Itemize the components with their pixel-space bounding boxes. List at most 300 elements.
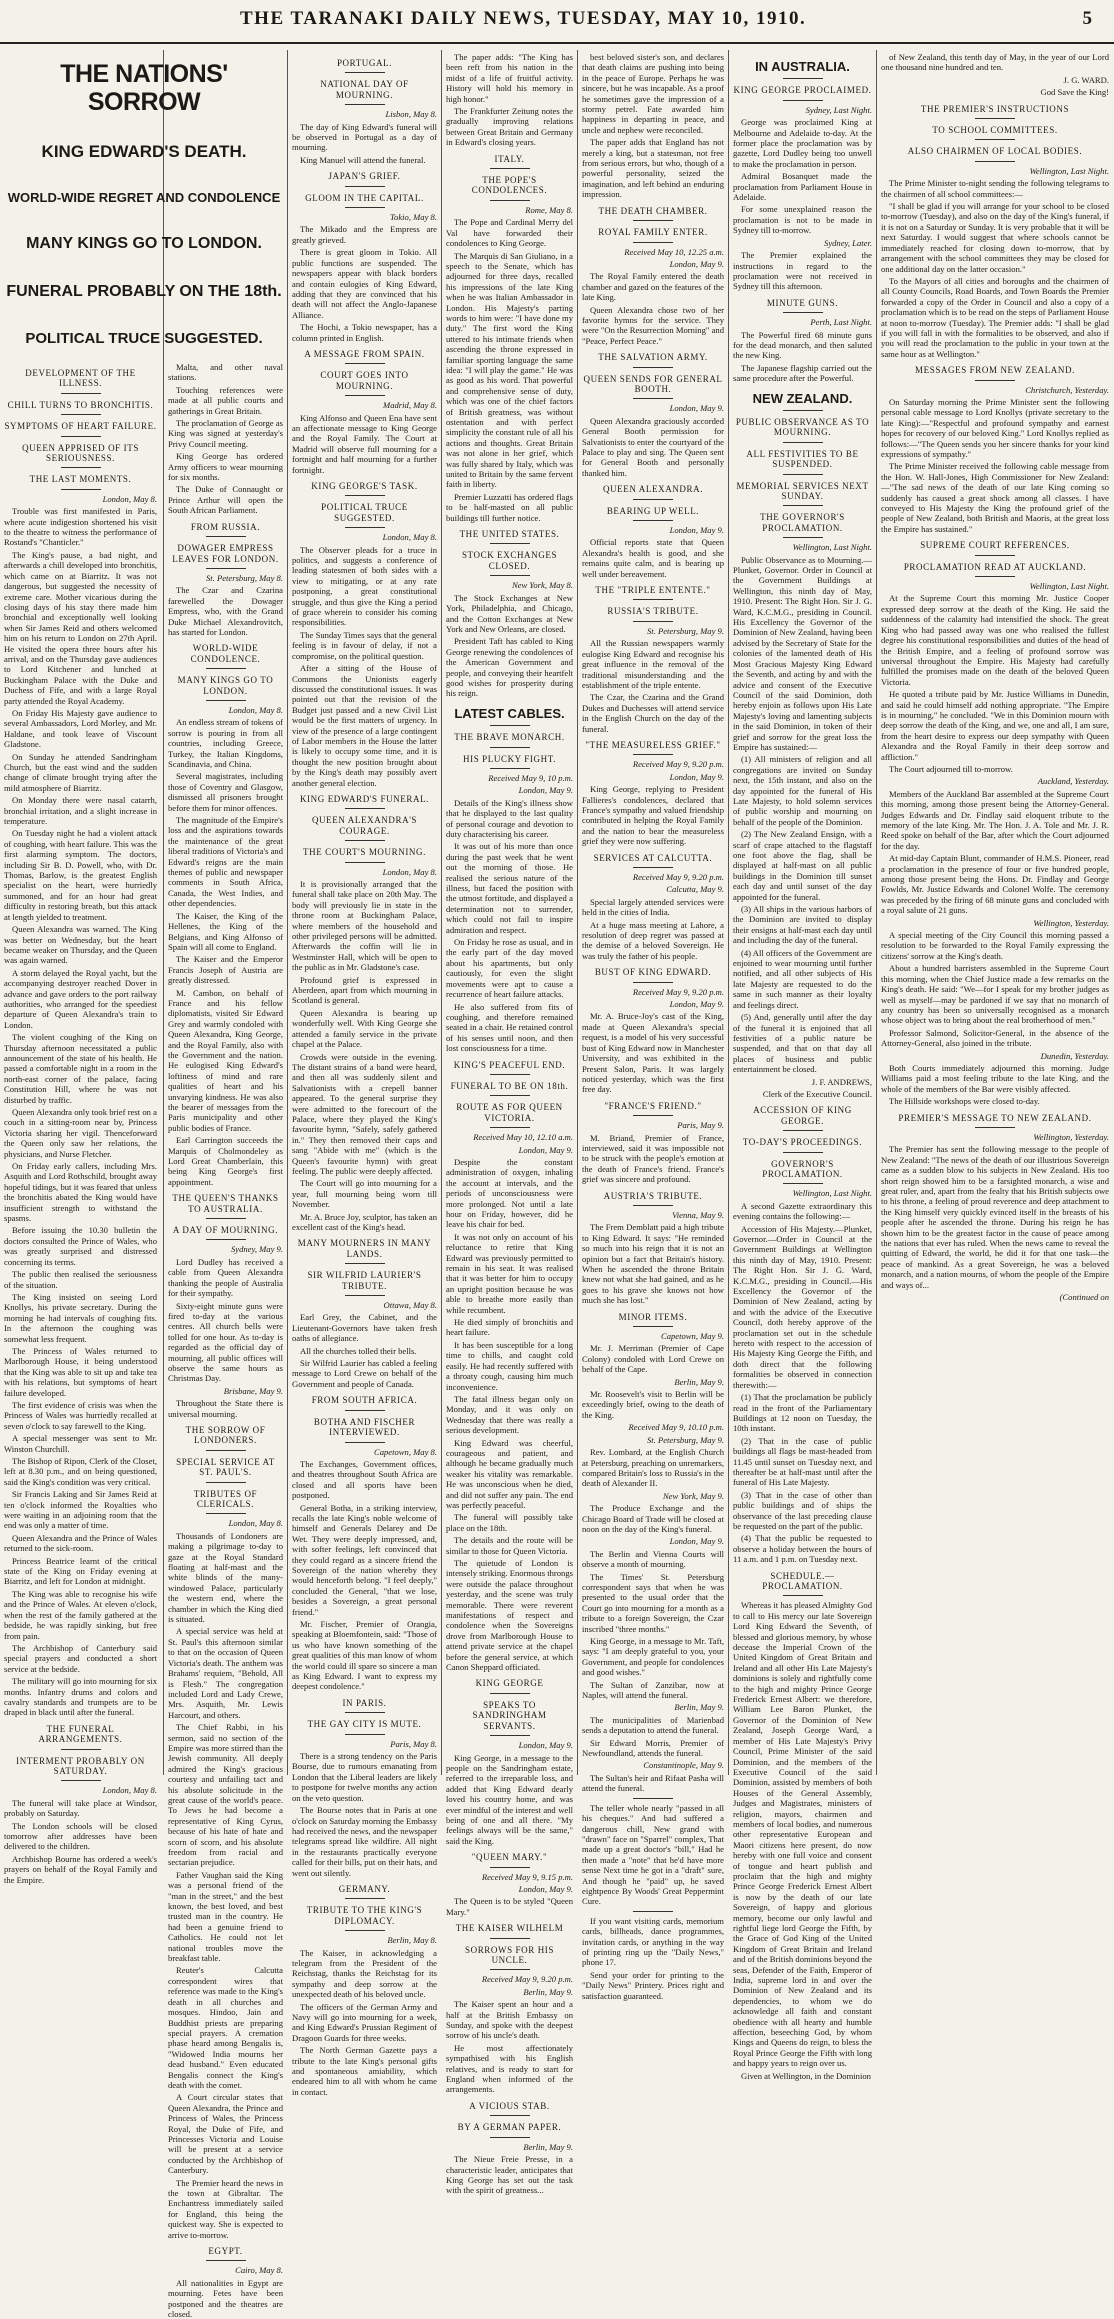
subhead: "THE MEASURELESS GRIEF." [585, 739, 721, 750]
paragraph: Earl Grey, the Cabinet, and the Lieutenant-Governors have taken fresh oaths of allegiance. [292, 1312, 437, 1344]
dateline: London, May 9. [669, 525, 724, 536]
paragraph: Rev. Lombard, at the English Church at Petersburg, preaching on unremarkers, compared Britain's loss to Russia's in the death of Alexander II. [582, 1447, 724, 1489]
paragraph: Several magistrates, including those of Coventry and Glasgow, dismissed all prisoners brought before them for minor offences. [168, 771, 283, 813]
paragraph: Queen Alexandra only took brief rest on a couch in a sitting-room near by, Princess Victoria sharing her vigil. Thenceforward the Queen only saw her relations, the physicians, and Nurse Fletcher. [4, 1107, 157, 1159]
paragraph: All the Russian newspapers warmly eulogise King Edward and recognise his great influence in the removal of the traditional misunderstanding and the establishment of the triple entente. [582, 638, 724, 690]
paragraph: On Saturday morning the Prime Minister sent the following personal cable message to Lord Knollys (private secretary to the late King):—"Respectful and profound sympathy and earnest hopes for recovery of our beloved King." Lord Knollys replied as follows:—"The Queen sends you her sincere thanks for your kind expressions of sympathy." [881, 396, 1109, 459]
paragraph: Public Observance as to Mourning.—Plunket, Governor. Order in Council at the Government Buildings at Wellington, this ninth day of May, 1910. Present: The Right Hon. Sir J. G. Ward, K.C.M.G., presiding in Council. His Excellency the Governor of the Dominion of New Zealand, having been advised by the Secretary of State for the colonies of the lamented death of His Most Gracious Majesty King Edward the Seventh, and acting by and with the advice and consent of the Executive Council of the said Dominion, doth hereby enjoin as follows upon His Late Majesty's loving and lamenting subjects in the said Dominion, in token of their grief and sorrow for the great loss the Empire has sustained:— [733, 554, 872, 752]
column-1 [4, 362, 157, 1885]
paragraph: He died simply of bronchitis and heart failure. [446, 1317, 573, 1338]
dateline: Received May 10, 12.25 a.m. [624, 246, 724, 257]
subhead: ALL FESTIVITIES TO BE SUSPENDED. [746, 448, 859, 470]
dateline: London, May 8. [382, 532, 437, 543]
paragraph: (4) All officers of the Government are enjoined to wear mourning until further notified, and all other subjects of His late Majesty are requested to do the same in such manner as their loyalty and feelings direct. [733, 947, 872, 1010]
dateline: London, May 9. [518, 1740, 573, 1751]
paragraph: The Produce Exchange and the Chicago Board of Trade will be closed at noon on the day of the King's funeral. [582, 1503, 724, 1534]
signature: J. F. ANDREWS, [811, 1076, 872, 1087]
paragraph: The Premier heard the news in the town at Gibraltar. The Enchantress immediately sailed for England, this being the quickest way. She is expected to arrive to-morrow. [168, 2177, 283, 2240]
subhead: NATIONAL DAY OF MOURNING. [320, 79, 409, 100]
subhead: GERMANY. [338, 1883, 391, 1894]
paragraph: An endless stream of tokens of sorrow is pouring in from all countries, including Greece, Turkey, the Italian Kingdoms, Scandinavia, and China. [168, 717, 283, 769]
paragraph: To the Mayors of all cities and boroughs and the chairmen of all County Councils, Road Boards, and Town Boards the Premier forwarded a copy of the Order in Council and also a copy of a proclamation which is to be read on the steps of Parliament House at noon to-morrow (Tuesday). The Premier adds: "I shall be glad if you will fall in with the formalities to be observed, and also if you will read the proclamation to the public in your town at the same hour as at Wellington." [881, 275, 1109, 359]
paragraph: King George, in a message to the people on the Sandringham estate, referred to the irreparable loss, and added that King Edward dearly loved his country home, and was ever mindful of the interest and well being of one and all there. "My feelings always will be the same," said the King. [446, 1752, 573, 1846]
paragraph: There is a strong tendency on the Paris Bourse, due to rumours emanating from London that the Liberal leaders are likely to postpone for twelve months any action on the veto question. [292, 1751, 437, 1803]
paragraph: The Czar, the Czarina and the Grand Dukes and Duchesses will attend service in the English Church on the day of the funeral. [582, 692, 724, 734]
paragraph: Mr. Fischer, Premier of Orangia, speaking at Bloemfontein, said: "Those of us who have known something of the great qualities of this man know of whom the world could ill spare so sincere a man as King Edward. I want to express my deepest condolence." [292, 1619, 437, 1692]
dateline: Received May 9, 10 p.m. [488, 772, 573, 783]
paragraph: King George has ordered Army officers to wear mourning for six months. [168, 451, 283, 483]
paragraph: The King was able to recognise his wife and the Prince of Wales. At eleven o'clock, when the rest of the family gathered at the bedside, he was rapidly sinking, but free from pain. [4, 1588, 157, 1641]
column-rule [728, 50, 729, 1775]
subhead: MANY MOURNERS IN MANY LANDS. [297, 1238, 432, 1259]
banner-block [4, 52, 284, 392]
paragraph: The Mikado and the Empress are greatly grieved. [292, 224, 437, 245]
headline-main: THE NATIONS' SORROW [60, 60, 228, 116]
dateline: London, May 9. [669, 258, 724, 269]
subhead: KING GEORGE'S TASK. [311, 481, 418, 491]
subhead: A VICIOUS STAB. [469, 2100, 550, 2111]
paragraph: Sir Wilfrid Laurier has cabled a feeling message to Lord Crewe on behalf of the Government and people of Canada. [292, 1358, 437, 1389]
subhead: INTERMENT PROBABLY ON SATURDAY. [16, 1755, 145, 1776]
dateline: London, May 9. [669, 999, 724, 1010]
continued-note: (Continued on [1059, 1292, 1109, 1303]
paragraph: The paper adds that England has not merely a king, but a statesman, not free from serious errors, but who, though of a powerful personality, seized the imagination, and left behind an enduring impression. [582, 137, 724, 200]
subhead: SYMPTOMS OF HEART FAILURE. [4, 421, 157, 432]
subhead: POLITICAL TRUCE SUGGESTED. [321, 502, 408, 523]
paragraph: President Taft has cabled to King George renewing the condolences of the American Government and people, and conveying their heartfelt good wishes for prosperity during his reign. [446, 636, 573, 699]
paragraph: Archbishop Bourne has ordered a week's prayers on behalf of the Royal Family and the Empire. [4, 1853, 157, 1885]
subhead: TRIBUTES OF CLERICALS. [193, 1488, 258, 1509]
dateline: Tokio, May 8. [390, 212, 437, 223]
dateline: Received May 9, 9.20 p.m. [632, 872, 724, 882]
subhead: GLOOM IN THE CAPITAL. [305, 192, 424, 203]
subhead: THE COURT'S MOURNING. [303, 847, 426, 858]
paragraph: The Bishop of Ripon, Clerk of the Closet, left at 8.30 p.m., and on being questioned, said the King's condition was very critical. [4, 1456, 157, 1487]
paragraph: On Friday early callers, including Mrs. Asquith and Lord Rothschild, brought away hopeful tidings, but it was feared that unless the bronchitis abated the King would have insufficient strength to withstand the spasms. [4, 1161, 157, 1224]
paragraph: Sir Francis Laking and Sir James Reid at ten o'clock informed the Royalties who were waiting in an adjoining room that the end was only a matter of time. [4, 1489, 157, 1531]
paragraph: The Japanese flagship carried out the same procedure after the Powerful. [733, 362, 872, 384]
dateline: Auckland, Yesterday. [1037, 776, 1109, 787]
dateline: London, May 9. [669, 771, 724, 782]
subhead: RUSSIA'S TRIBUTE. [607, 606, 699, 617]
headline-funeral: FUNERAL PROBABLY ON THE 18th. [6, 283, 282, 300]
column-6 [733, 52, 872, 2081]
subhead: PORTUGAL. [336, 58, 393, 68]
subhead: STOCK EXCHANGES CLOSED. [461, 550, 558, 571]
paragraph: On Friday he rose as usual, and in the early part of the day moved about his apartments, but only cautiously, for even the slight movements were apt to cause a recurrence of heart failure attacks. [446, 937, 573, 1000]
paragraph: Malta, and other naval stations. [168, 362, 283, 383]
paragraph: The quietude of London is intensely striking. Enormous throngs were outside the palace throughout yesterday, and the scene was truly memorable. There were reverent manifestations of respect and condolence when the Sovereigns drove from Marlborough House to attend private service at the chapel before the general service, at which Canon Sheppard officiated. [446, 1558, 573, 1673]
headline-kings: MANY KINGS GO TO LONDON. [26, 235, 262, 252]
paragraph: At the Supreme Court this morning Mr. Justice Cooper expressed deep sorrow at the death of the King. He said the suddenness of the calamity had intensified the shock. The great King who had passed away was one who realised the fullest degree his constitutional responsibilities and duties of the head of the British Empire, and a feeling of profound sorrow was universal throughout the Empire. His Majesty had carefully fulfilled the promises made on the death of the beloved Queen Victoria. [881, 593, 1109, 687]
signature: J. G. WARD. [1063, 74, 1109, 85]
paragraph: For some unexplained reason the proclamation is not to be made in Sydney till to-morrow. [733, 204, 872, 236]
dateline: Wellington, Last Night. [1029, 165, 1109, 176]
dateline: Sydney, Last Night. [805, 104, 872, 115]
subhead: THE UNITED STATES. [459, 529, 560, 540]
subhead: SIR WILFRID LAURIER'S TRIBUTE. [307, 1270, 422, 1291]
paragraph: The Kaiser spent an hour and a half at the British Embassy on Sunday, and spoke with the deepest sorrow of his uncle's death. [446, 1999, 573, 2041]
dateline: London, May 8. [102, 1785, 157, 1796]
advert-printing: Send your order for printing to the "Daily News" Printery. Prices right and satisfaction guaranteed. [582, 1969, 724, 2001]
advert-printing: If you want visiting cards, memorium cards, billheads, dance programmes, invitation cards, or anything in the way of printing ring up the "Daily News," phone 17. [582, 1915, 724, 1968]
signature: God Save the King! [1040, 87, 1109, 98]
paragraph: On Monday there were nasal catarrh, bronchial irritation, and a slight increase in temperature. [4, 795, 157, 827]
subhead: ACCESSION OF KING GEORGE. [753, 1105, 852, 1126]
paragraph: The Duke of Connaught or Prince Arthur will open the South African Parliament. [168, 484, 283, 516]
dateline: Wellington, Yesterday. [1033, 917, 1109, 928]
paragraph: The King's pause, a bad night, and afterwards a chill developed into bronchitis, which came on at Biarritz. It was not dangerous, but suggested the necessity of extreme care. Mother vicarious during the closing days of his stay there made him bronchial and exceptionally well looking when Sir James Reid and others welcomed him on his return to London on 27th April. He visited the opera three hours after his arrival, and on the Thursday gave audiences to Lord Kitchener and lunched at Buckingham Palace with the Duke and Duchess of Fife, and with a large Royal party attended the Royal Academy. [4, 549, 157, 706]
headline-regret: WORLD-WIDE REGRET AND CONDOLENCE [7, 190, 281, 205]
dateline: Capetown, May 8. [373, 1446, 437, 1457]
dateline: Wellington, Last Night. [792, 542, 872, 553]
paragraph: A special service was held at St. Paul's this afternoon similar to that on the occasion of Queen Victoria's death. The anthem was Brahams' requiem, "Behold, All is Flesh." The congregation included Lord and Lady Crewe, Mrs. Asquith, Mr. Lewis Harcourt, and others. [168, 1626, 283, 1720]
paragraph: About a hundred barristers assembled in the Supreme Court this morning, when the Chief Justice made a few remarks on the King's death. He said: "We—for I speak for my brother judges as well as myself—may be pardoned if we say that no monarch of any country has been so universally recognised as a monarch whose object was to bring about the real brotherhood of men." [881, 963, 1109, 1026]
paragraph: The Prime Minister received the following cable message from the Hon. W. Hall-Jones, High Commissioner for New Zealand:—"The sad news of the death of our late King coming so suddenly has caused a great shock among all classes. I have conveyed to His Majesty the King the profound grief of the people of New Zealand, both British and Maoris, at the great loss the Empire has sustained." [881, 461, 1109, 534]
paragraph: General Botha, in a striking interview, recalls the late King's noble welcome of himself and Generals Delarey and De Wet. They were deeply impressed, and, with softer feelings, left convinced that they could regard as a sincere friend the Sovereign of the nation whereby they would henceforth belong. "I feel deeply," concluded the General, "that we lose, besides a Sovereign, a great personal friend." [292, 1502, 437, 1617]
section-heading-australia: IN AUSTRALIA. [755, 59, 850, 74]
dateline: Wellington, Last Night. [1029, 581, 1109, 592]
subhead: MANY KINGS GO TO LONDON. [177, 675, 274, 696]
paragraph: Before issuing the 10.30 bulletin the doctors consulted the Prince of Wales, who was greatly surprised and distressed concerning its terms. [4, 1225, 157, 1267]
dateline: St. Petersburg, May 9. [646, 625, 724, 636]
subhead: KING GEORGE [475, 1678, 544, 1689]
column-7 [881, 52, 1109, 1772]
paragraph: The Court adjourned till to-morrow. [889, 763, 1013, 774]
paragraph: On Tuesday night he had a violent attack of coughing, with heart failure. This was the first alarming symptom. The doctors, including Sir B. D. Powell, who, with Dr. Thomas, Barlow, is the greatest English specialist on the heart, were hurriedly summoned, and for an hour had great difficulty in restoring breath, but this attack at length yielded to treatment. [4, 828, 157, 922]
subhead: AUSTRIA'S TRIBUTE. [603, 1190, 703, 1201]
dateline: Received May 9, 9.20 p.m. [481, 1974, 573, 1985]
paragraph: A special meeting of the City Council this morning passed a resolution to be forwarded to the Royal Family expressing the citizens' sorrow at the King's death. [881, 930, 1109, 961]
paragraph: A special messenger was sent to Mr. Winston Churchill. [4, 1433, 157, 1454]
subhead: FUNERAL TO BE ON 18th. [450, 1080, 569, 1091]
paragraph: Queen Alexandra and the Prince of Wales returned to the sick-room. [4, 1532, 157, 1554]
paragraph: Given at Wellington, in the Dominion [741, 2070, 871, 2081]
subhead: QUEEN APPRISED OF ITS SERIOUSNESS. [22, 442, 139, 464]
subhead: THE QUEEN'S THANKS TO AUSTRALIA. [172, 1193, 279, 1214]
paragraph: The Observer pleads for a truce in politics, and suggests a conference of leading statesmen of both sides with a view to mitigating, or at any rate postponing, a great constitutional struggle, and thus give the King a period of grace wherein to consider his coming responsibilities. [292, 544, 437, 628]
paragraph: Details of the King's illness show that he displayed to the last quality of personal courage and devotion to duty characterising his career. [446, 797, 573, 839]
paragraph: There is great gloom in Tokio. All public functions are suspended. The newspapers appear with black borders and contain eulogies of King Edward, adding that they are convinced that his death will not affect the Anglo-Japanese Alliance. [292, 247, 437, 320]
paragraph: (5) And, generally until after the day of the funeral it is enjoined that all festivities of a public nature be suspended, and that on that day all places of business and public entertainment be closed. [733, 1012, 872, 1075]
subhead: THE KAISER WILHELM [455, 1923, 564, 1934]
subhead: THE SORROW OF LONDONERS. [185, 1424, 266, 1446]
dateline: Wellington, Yesterday. [1033, 1131, 1109, 1142]
dateline: New York, May 9. [662, 1490, 724, 1501]
advert-peppermint-cure: The teller whole nearly "passed in all his cheques." And had suffered a dangerous chill, New grand with "drawn" face on "Sparrel" complex, That made up a great doctor's "bill," Had he then made a "note" that he'd have more sense Next time he got in a "draft" sure, And though he "paid" up, he saved eightpence By Woods' Great Peppermint Cure. [582, 1802, 724, 1907]
dateline: Berlin, May 9. [674, 1376, 724, 1387]
subhead: THE GAY CITY IS MUTE. [307, 1719, 422, 1730]
dateline: London, May 9. [669, 1536, 724, 1547]
paragraph: The Court will go into mourning for a year, full mourning being worn till November. [292, 1178, 437, 1210]
signature: Clerk of the Executive Council. [762, 1088, 872, 1099]
subhead: BEARING UP WELL. [606, 505, 700, 516]
subhead: THE "TRIPLE ENTENTE." [595, 585, 711, 596]
paragraph: Father Vaughan said the King was a personal friend of the "man in the street," and the best known, the best loved, and best trusted man in the country. He had been a genuine friend to Catholics. He could not let national troubles move the breakfast table. [168, 1869, 283, 1964]
paragraph: Queen Alexandra graciously accorded General Booth permission for Salvationists to enter the courtyard of the Palace to play and sing. The Queen sent for General Booth and personally thanked him. [582, 415, 724, 478]
paragraph: The Chief Rabbi, in his sermon, said no section of the Empire was more stirred than the Jewish community. All deeply admired the King's gracious courtesy and unfailing tact and his absolute solicitude in the great cause of the world's peace. To Jews he had become a representative of King Cyrus, because of his hate of hate and scorn of scorn, and his absolute freedom from racial and sectarian prejudice. [168, 1722, 283, 1868]
paragraph: The Archbishop of Canterbury said special prayers and conducted a short service at the bedside. [4, 1642, 157, 1674]
paragraph: The North German Gazette pays a tribute to the late King's personal gifts and spontaneous amiability, which endeared him to all with whom he came in contact. [292, 2045, 437, 2097]
paragraph: Princess Beatrice learnt of the critical state of the King on Friday evening at Biarritz, and left for London at midnight. [4, 1555, 157, 1587]
dateline: Ottawa, May 8. [383, 1300, 437, 1311]
paragraph: of New Zealand, this tenth day of May, in the year of our Lord one thousand nine hundred and ten. [881, 52, 1109, 73]
dateline: Brisbane, May 9. [223, 1385, 283, 1396]
dateline: Vienna, May 9. [672, 1209, 724, 1220]
paragraph: The Powerful fired 68 minute guns for the dead monarch, and then saluted the new King. [733, 329, 872, 361]
subhead: THE BRAVE MONARCH. [454, 732, 565, 743]
subhead: COURT GOES INTO MOURNING. [320, 370, 409, 391]
subhead: THE GOVERNOR'S PROCLAMATION. [760, 512, 845, 533]
paragraph: The Princess of Wales returned to Marlborough House, it being understood that the King was able to sit up and take tea with his relations, but symptoms of heart failure developed. [4, 1345, 157, 1398]
dateline: Calcutta, May 9. [666, 884, 724, 895]
paragraph: King George, in a message to Mr. Taft, says: "I am deeply grateful to you, your Government, and people for condolences and good wishes." [582, 1636, 724, 1678]
dateline: Dunedin, Yesterday. [1040, 1050, 1109, 1061]
paragraph: Premier Luzzatti has ordered flags to be half-masted on all public buildings till further notice. [446, 491, 573, 523]
paragraph: Professor Salmond, Solicitor-General, in the absence of the Attorney-General, also joined in the tribute. [881, 1027, 1109, 1049]
subhead: THE LAST MOMENTS. [29, 474, 132, 485]
dateline: Perth, Last Night. [810, 317, 872, 328]
paragraph: King Edward was cheerful, courageous and patient, and although he became gradually much weaker his vitality was remarkable. He was unconscious when he died, and did not suffer any pain. The end was perfectly peaceful. [446, 1437, 573, 1510]
subhead: THE DEATH CHAMBER. [598, 205, 708, 216]
dateline: Sydney, Later. [824, 237, 872, 248]
dateline: Berlin, May 9. [523, 1986, 573, 1997]
subhead: THE POPE'S CONDOLENCES. [471, 175, 548, 196]
subhead: HIS PLUCKY FIGHT. [463, 753, 556, 764]
paragraph: best beloved sister's son, and declares that death claims are pushing into being in the peace of Europe. Perhaps he was sincere, but he was incapable. As a proof he sometimes gave the impression of a stormy petrel. Fate awarded him happiness in departing in peace, and uncle and nephew were reconciled. [582, 52, 724, 135]
paragraph: The Sultan's heir and Rifaat Pasha will attend the funeral. [582, 1772, 724, 1794]
subhead: WORLD-WIDE CONDOLENCE. [190, 643, 261, 664]
column-5 [582, 52, 724, 2001]
subhead: SPEAKS TO SANDRINGHAM SERVANTS. [472, 1699, 547, 1731]
paragraph: King Alfonso and Queen Ena have sent an affectionate message to King George and the Royal Family. The Court at Madrid will observe full mourning for a fortnight and half mourning for a further fortnight. [292, 412, 437, 475]
paragraph: The violent coughing of the King on Thursday afternoon necessitated a public announcement of the state of his health. He passed a comfortable night in a room in the north-east corner of the palace, facing Constitution Hill, where he was not disturbed by traffic. [4, 1032, 157, 1105]
paragraph: Mr. A. Bruce-Joy's cast of the King, made at Queen Alexandra's special request, is a model of his very successful bust of King Edward now in Manchester University, and was exhibited in the Present Salon, Paris. It was largely noticed yesterday, which was the first free day. [582, 1011, 724, 1095]
paragraph: Crowds were outside in the evening. The distant strains of a band were heard, and then all was suddenly silent and Salvationists with a crepell banner appeared. To the general surprise they were admitted to the forecourt of the Palace, where they played the King's favourite hymn, "Safely, safely gathered in." They then removed their caps and sang "Abide with me" (which is the Queen's favourite hymn) with great feeling. The public were deeply affected. [292, 1051, 437, 1176]
dateline: London, May 9. [669, 403, 724, 414]
subhead: KING EDWARD'S FUNERAL. [299, 793, 430, 804]
paragraph: On Sunday he attended Sandringham Church, but the east wind and the sudden change of climate brought trying after the mild atmosphere of Biarritz. [4, 751, 157, 793]
dateline: Wellington, Last Night. [792, 1188, 872, 1199]
subhead: MINUTE GUNS. [766, 297, 839, 308]
subhead: JAPAN'S GRIEF. [328, 171, 401, 182]
subhead: ROUTE AS FOR QUEEN VICTORIA. [456, 1102, 563, 1123]
paragraph: Lord Dudley has received a cable from Queen Alexandra thanking the people of Australia for their sympathy. [168, 1256, 283, 1299]
column-rule [441, 50, 442, 1775]
paragraph: Sir Edward Morris, Premier of Newfoundland, attends the funeral. [582, 1737, 724, 1759]
paragraph: The officers of the German Army and Navy will go into mourning for a week, and King Edward's Prussian Regiment of Dragoon Guards for three weeks. [292, 2001, 437, 2043]
paragraph: The Czar and Czarina farewelled the Dowager Empress, who, with the Grand Duke Michael Alexandrovitch, has started for London. [168, 585, 283, 637]
dateline: Rome, May 8. [525, 204, 573, 215]
paragraph: It has been susceptible for a long time to chills, and caught cold easily. He had recently suffered with a throaty cough, causing him much inconvenience. [446, 1339, 573, 1392]
paragraph: He most affectionately sympathised with his English relatives, and is ready to start for England when informed of the arrangements. [446, 2042, 573, 2095]
paragraph: Accession of His Majesty.—Plunket, Governor.—Order in Council at the Government Buildings at Wellington this ninth day of May, 1910. Present: The Right Hon. Sir J. G. Ward, K.C.M.G., presiding in Council.—His Excellency the Governor of the Dominion of New Zealand, acting by and with the advice of the Executive Council, doth hereby approve of the proclamation set out in the schedule hereto with respect to the accession of His Majesty King George the Fifth, and doth direct that the following formalities be observed in connection therewith:— [733, 1223, 872, 1390]
dateline: Sydney, May 9. [230, 1244, 283, 1255]
dateline: Received May 9, 10.10 p.m. [628, 1422, 724, 1433]
subhead: SUPREME COURT REFERENCES. [920, 540, 1070, 551]
dateline: London, May 9. [518, 785, 573, 796]
paragraph: The day of King Edward's funeral will be observed in Portugal as a day of mourning. [292, 121, 437, 153]
paragraph: He quoted a tribute paid by Mr. Justice Williams in Dunedin, and said he could himself add nothing appropriate. "The Empire is in mourning," he concluded. "We in this Dominion mourn with deep sorrow the death of the King, and we, one and all, I am sure, from the heart desire to express our deep sympathy with Queen Alexandra and the Royal Family in their deep sorrow and affliction." [881, 689, 1109, 762]
subhead: THE PREMIER'S INSTRUCTIONS [920, 103, 1070, 114]
paragraph: It was not only on account of his reluctance to retire that King Edward was previously permitted to remain in his seat. It was realised that it was better for him to occupy an upright position because he was able to breathe more easily than while recumbent. [446, 1231, 573, 1315]
paragraph: It was out of his more than once during the past week that he went out the morning of those. He realised the serious nature of the illness, but faced the position with the utmost fortitude, and displayed a determination not to surrender, which could not fail to inspire admiration and respect. [446, 841, 573, 935]
dateline: Capetown, May 9. [660, 1331, 724, 1342]
subhead: PREMIER'S MESSAGE TO NEW ZEALAND. [898, 1112, 1092, 1123]
paragraph: George was proclaimed King at Melbourne and Adelaide to-day. At the former place the proclamation was by gazette, Lord Dudley being too unwell to make the proclamation in person. [733, 117, 872, 169]
paragraph: The first evidence of crisis was when the Princess of Wales was hurriedly recalled at seven o'clock to say farewell to the King. [4, 1399, 157, 1431]
subhead: ROYAL FAMILY ENTER. [598, 227, 708, 238]
subhead: DOWAGER EMPRESS LEAVES FOR LONDON. [172, 543, 279, 564]
paragraph: M. Briand, Premier of France, interviewed, said it was impossible not to be struck with the people's emotion at the death of France's friend. France's grief was sincere and profound. [582, 1132, 724, 1185]
dateline: Madrid, May 8. [383, 400, 437, 411]
dateline: London, May 8. [382, 866, 437, 877]
column-rule [577, 50, 578, 1775]
dateline: Constantinople, May 9. [643, 1760, 724, 1771]
paragraph: "I shall be glad if you will arrange for your school to be closed to-morrow (Tuesday), and also on the day of the King's funeral, if it is not on a Saturday or Sunday. It is very probable that it will be next Saturday. I would suggest that where schools cannot be immediately reached for closing down to-morrow, that by arrangement with the school committees they may be closed for one additional day on the latter occasion." [881, 201, 1109, 274]
paragraph: All nationalities in Egypt are mourning. Fetes have been postponed and the theatres are closed. [168, 2277, 283, 2319]
subhead: KING'S PEACEFUL END. [453, 1059, 566, 1070]
paragraph: On Friday His Majesty gave audience to several Ambassadors, Lord Morley, and Mr. Haldane, and took leave of Viscount Gladstone. [4, 707, 157, 750]
paragraph: The municipalities of Marienbad sends a deputation to attend the funeral. [582, 1714, 724, 1736]
paragraph: Throughout the State there is universal mourning. [168, 1398, 283, 1419]
subhead: PUBLIC OBSERVANCE AS TO MOURNING. [735, 416, 870, 438]
column-2 [168, 362, 283, 2319]
subhead: TRIBUTE TO THE KING'S DIPLOMACY. [306, 1905, 423, 1926]
paragraph: Mr. A. Bruce Joy, sculptor, has taken an excellent cast of the King's head. [292, 1211, 437, 1232]
paragraph: (3) That in the case of other than public buildings and of ships the observance of the last preceding clause be requested on the part of the public. [733, 1489, 872, 1531]
dateline: St. Petersburg, May 8. [205, 572, 283, 583]
paragraph: (3) All ships in the various harbors of the Dominion are invited to display their ensigns at half-mast each day until and including the day of the funeral. [733, 904, 872, 946]
paragraph: M. Cambon, on behalf of France and his fellow diplomatists, visited Sir Edward Grey and warmly condoled with Queen Alexandra, King George, and the Royal Family, also with the Government and the nation. He eulogised King Edward's loftiness of mind and rare qualities of heart and his unvarying kindness. He was also the bearer of messages from the Paris municipality and other public bodies of France. [168, 987, 283, 1133]
paragraph: Both Courts immediately adjourned this morning. Judge Williams paid a most feeling tribute to the late King, and the whole of the members of the Bar were visibly affected. [881, 1062, 1109, 1094]
dateline: London, May 8. [228, 704, 283, 715]
paragraph: King Manuel will attend the funeral. [300, 154, 426, 165]
subhead: BY A GERMAN PAPER. [457, 2122, 562, 2133]
paragraph: Official reports state that Queen Alexandra's health is good, and she remains quite calm, and is bearing up well under bereavement. [582, 537, 724, 579]
subhead: BOTHA AND FISCHER INTERVIEWED. [313, 1416, 416, 1438]
dateline: Received May 9, 9.15 p.m. [481, 1871, 573, 1882]
paragraph: The military will go into mourning for six months. Infantry drums and colors and cavalry standards and trumpets are to be draped in black until after the funeral. [4, 1676, 157, 1718]
subhead: BUST OF KING EDWARD. [594, 967, 712, 978]
paragraph: The Bourse notes that in Paris at one o'clock on Saturday morning the Embassy had received the news, and the newspaper telegrams spread like wildfire. All night in the restaurants practically everyone called for their bills, put on their hats, and went out silently. [292, 1805, 437, 1878]
paragraph: A storm delayed the Royal yacht, but the accompanying destroyer reached Dover in advance and gave orders to the port railway authorities, who arranged for the speediest departure of Queen Alexandra's train to London. [4, 967, 157, 1030]
paragraph: The Marquis di San Giuliano, in a speech to the Senate, which has adjourned for three days, recalled his impressions of the late King when he was Italian Ambassador in London. His Majesty's parting words to him were: "I have done my duty." The first word the King uttered to his intimate friends when ascending the throne expressed in familiar sporting language the same idea: "I will play the game." He was as good as his word. That powerful and comprehensive sense of duty, which was one of the chief factors of British greatness, was without ostentation and with perfect simplicity the constant rule of all his actions and thoughts. Great Britain was not alone in her grief, which was fully shared by Italy, which was united to Britain by the same fervent faith in liberty. [446, 250, 573, 490]
dateline: Received May 10, 12.10 a.m. [473, 1132, 573, 1143]
subhead: CHILL TURNS TO BRONCHITIS. [7, 399, 154, 410]
paragraph: Despite the constant administration of oxygen, inhaling the account at intervals, and the periods of unconsciousness were more prolonged. Not until a late hour on Friday, however, did he leave his chair for bed. [446, 1156, 573, 1230]
paragraph: Queen Alexandra was warned. The King was better on Wednesday, but the heart became weaker on Thursday, and the Queen was again warned. [4, 924, 157, 966]
subhead: QUEEN ALEXANDRA'S COURAGE. [311, 815, 418, 836]
paragraph: Queen Alexandra chose two of her favorite hymns for the service. They were "On the Resurrection Morning" and "Peace, Perfect Peace." [582, 304, 724, 346]
paragraph: The Prime Minister to-night sending the following telegrams to the chairmen of all school committees:— [881, 178, 1109, 199]
paragraph: All the churches tolled their bells. [300, 1345, 417, 1356]
paragraph: (1) That the proclamation be publicly read in the front of the Parliamentary Buildings at 12 noon on Tuesday, the 10th instant. [733, 1392, 872, 1434]
paragraph: (4) That the public be requested to observe a holiday between the hours of 11 a.m. and 1 p.m. on Tuesday next. [733, 1533, 872, 1565]
subhead: SORROWS FOR HIS UNCLE. [464, 1944, 555, 1965]
paragraph: The Berlin and Vienna Courts will observe a month of mourning. [582, 1548, 724, 1570]
paragraph: The Frem Demblatt paid a high tribute to King Edward. It says: "He reminded so much into his reign that it is not an opinion but a fact that Britain's history. When he ascended the throne Britain knew not what she had gained, and as he goes to his grave she knows not how much she has lost." [582, 1222, 724, 1306]
paragraph: The Nieue Freie Presse, in a characteristic leader, anticipates that King George has set out the task with the spirit of greatness... [446, 2154, 573, 2196]
paragraph: It is provisionally arranged that the funeral shall take place on 20th May. The body will previously lie in state in the throne room at Buckingham Palace, where members of the household and other privileged persons will be admitted. Afterwards the coffin will lie in Westminster Hall, which will be open to the public as in Mr. Gladstone's case. [292, 879, 437, 973]
subhead: FROM SOUTH AFRICA. [311, 1395, 418, 1406]
paragraph: The Premier has sent the following message to the people of New Zealand: "The news of the death of our illustrious Sovereign came as a sudden blow to his subjects in New Zealand. His too short reign showed him to be a farsighted monarch, a wise and great ruler, and, apart from the fealty that his British subjects owe to his throne, a feeling of proud reverence and deep attachment to the King himself very quickly evinced itself in the breasts of his people after he ascended the throne. During his reign he has shown him to be the greatest factor in the cause of peace among the nations that ever has ruled. When the news came to reveal the quitting of Edward, the world, he did it for that one task—the peace of mankind. As a great Sovereign, he was a beloved monarch, and a nation mourns, of whom the people of the Empire and ways of... [881, 1144, 1109, 1290]
subhead: EGYPT. [208, 2246, 243, 2257]
paragraph: The Hochi, a Tokio newspaper, has a column printed in English. [292, 322, 437, 343]
subhead: "FRANCE'S FRIEND." [604, 1100, 702, 1111]
subhead: THE SALVATION ARMY. [598, 352, 708, 363]
paragraph: The paper adds: "The King has been reft from his nation in the midst of a life of fruitful activity. History will hold his memory in high honor." [446, 52, 573, 104]
paragraph: (2) The New Zealand Ensign, with a scarf of crape attached to the flagstaff one foot above the flag, shall be displayed at half-mast on all public buildings in the Dominion till sunset each day and until sunset of the day appointed for the funeral. [733, 829, 872, 902]
subhead: MESSAGES FROM NEW ZEALAND. [915, 365, 1075, 376]
paragraph: Queen Alexandra is bearing up wonderfully well. With King George she attended a family service in the private chapel at the Palace. [292, 1007, 437, 1050]
subhead: SERVICES AT CALCUTTA. [593, 852, 713, 863]
paragraph: Profound grief is expressed in Aberdeen, apart from which mourning in Scotland is general. [292, 974, 437, 1006]
dateline: Paris, May 9. [677, 1120, 724, 1131]
dateline: Christchurch, Yesterday. [1025, 384, 1109, 395]
dateline: Paris, May 8. [390, 1738, 437, 1749]
subhead: FROM RUSSIA. [190, 521, 261, 532]
paragraph: Earl Carrington succeeds the Marquis of Cholmondeley as Lord Great Chamberlain, this being King George's first appointment. [168, 1135, 283, 1187]
paragraph: The fatal illness began only on Monday, and it was only on Wednesday that there was really a serious development. [446, 1393, 573, 1436]
paragraph: The Kaiser, in acknowledging a telegram from the President of the Reichstag, thanks the Reichstag for its sympathy and deep sorrow at the unexpected death of his beloved uncle. [292, 1947, 437, 2000]
paragraph: He also suffered from fits of coughing, and therefore remained seated in a chair. He retained control of his senses until noon, and then lost consciousness for a time. [446, 1001, 573, 1054]
subhead: TO-DAY'S PROCEEDINGS. [742, 1137, 863, 1148]
paragraph: Members of the Auckland Bar assembled at the Supreme Court this morning, among those present being the Attorney-General. Judges Edwards and Dr. Findlay said eloquent tribute to the memory of the late King. Mr. The Hon. J. A. Tole and Mr. J. R. Reed spoke on behalf of the Bar, after which the Court adjourned for the day. [881, 788, 1109, 851]
paragraph: The details and the route will be similar to those for Queen Victoria. [446, 1535, 573, 1556]
paragraph: The funeral will possibly take place on the 18th. [446, 1512, 573, 1533]
paragraph: Whereas it has pleased Almighty God to call to His mercy our late Sovereign Lord King Edward the Seventh, of blessed and glorious memory, by whose decease the Imperial Crown of the United Kingdom of Great Britain and Ireland and all other His Late Majesty's dominions is solely and rightfully come to the high and mighty Prince George Frederick Ernest Albert: we therefore, William Lee Baron Plunket, the Governor of the Dominion of New Zealand, Joseph George Ward, a member of His Late Majesty's Privy Council, Prime Minister of the said Dominion, and the members of the Executive Council of the said Dominion, assisted by members of both Houses of the General Assembly, Judges and Magistrates, ministers of religion, mayors, chairmen and members of local bodies, and numerous other representative European and Maori citizens here present, do now hereby with one full voice and consent of tongue and heart publish and proclaim that the high and mighty Prince George Frederick Ernest Albert is now by the death of our late Sovereign, of happy and glorious memory, become our only lawful and rightful liege lord George the Fifth, by the Grace of God King of the United Kingdom of Great Britain and Ireland and of the British dominions beyond the seas, Defender of the Faith, Emperor of India, supreme lord in and over the Dominion of New Zealand and its dependencies, to whom we do acknowledge all faith and constant obedience with all hearty and humble affection, beseeching God, by whom Kings and Queens do reign, to bless the Royal Prince George the Fifth with long and happy years to reign over us. [733, 1600, 872, 2069]
paragraph: The Premier explained the instructions in regard to the proclamation were not received in Sydney till this afternoon. [733, 250, 872, 292]
dateline: Cairo, May 8. [235, 2265, 283, 2276]
paragraph: King George, replying to President Fallieres's condolences, declared that France's sympathy and valued friendship contributed in helping the Royal Family and the nation to bear the measureless grief they were now suffering. [582, 784, 724, 847]
paragraph: The proclamation of George as King was signed at yesterday's Privy Council meeting. [168, 418, 283, 449]
paragraph: Mr. Roosevelt's visit to Berlin will be exceedingly brief, owing to the death of the King. [582, 1389, 724, 1420]
paragraph: A second Gazette extraordinary this evening contains the following:— [733, 1200, 872, 1222]
column-rule [876, 50, 877, 1775]
subhead: QUEEN ALEXANDRA. [602, 484, 704, 495]
subhead: DEVELOPMENT OF THE ILLNESS. [25, 368, 136, 389]
paragraph: The Sunday Times says that the general feeling is in favour of delay, if not a compromise, on the political question. [292, 629, 437, 661]
paragraph: Sixty-eight minute guns were fired to-day at the various centres. All church bells were tolled for one hour. As to-day is regarded as the official day of mourning, all public offices will observe the same hours as Christmas Day. [168, 1300, 283, 1384]
paragraph: The Kaiser, the King of the Hellenes, the King of the Belgians, and King Alfonso of Spain will all come to England. [168, 910, 283, 952]
newspaper-title: THE TARANAKI DAILY NEWS, TUESDAY, MAY 10, 1910. [240, 8, 807, 29]
subhead: A MESSAGE FROM SPAIN. [304, 348, 425, 359]
paragraph: After a sitting of the House of Commons the Unionists eagerly discussed the constitutional issues. It was pointed out that the revision of the Budget just passed and a new Civil List would be the first matters of urgency. In view of the presence of a large contingent of Labor members in the House the latter is likely to occupy some time, and it is thought the new position brought about by the King's death may possibly avert another general election. [292, 663, 437, 788]
subhead: GOVERNOR'S PROCLAMATION. [762, 1158, 843, 1179]
paragraph: The magnitude of the Empire's loss and the aspirations towards the maintenance of the great liberal traditions of Victoria's and Edward's reigns are the main themes of public and newspaper comments in South Africa, Canada, the West Indies, and other dependencies. [168, 815, 283, 909]
dateline: St. Petersburg, May 9. [646, 1434, 724, 1445]
subhead: SCHEDULE.—PROCLAMATION. [762, 1570, 843, 1591]
paragraph: The Sultan of Zanzibar, now at Naples, will attend the funeral. [582, 1679, 724, 1701]
paragraph: The Hillside workshops were closed to-day. [889, 1096, 1040, 1107]
subhead: PROCLAMATION READ AT AUCKLAND. [903, 561, 1087, 572]
section-heading-new-zealand: NEW ZEALAND. [752, 390, 853, 406]
paragraph: The London schools will be closed tomorrow after addresses have been delivered to the children. [4, 1820, 157, 1852]
subhead: KING GEORGE PROCLAIMED. [733, 85, 872, 96]
paragraph: Admiral Bosanquet made the proclamation from Parliament House in Adelaide. [733, 171, 872, 203]
paragraph: The Pope and Cardinal Merry del Val have forwarded their condolences to King George. [446, 217, 573, 249]
paragraph: The public then realised the seriousness of the situation. [4, 1269, 157, 1290]
paragraph: Thousands of Londoners are making a pilgrimage to-day to gaze at the Royal Standard floating at half-mast and the white blinds of the many-windowed Palace, particularly the western end, where the chamber in which the King died is situated. [168, 1530, 283, 1625]
dateline: London, May 9. [518, 1144, 573, 1155]
paragraph: The Kaiser and the Emperor Francis Joseph of Austria are greatly distressed. [168, 954, 283, 986]
paragraph: A Court circular states that Queen Alexandra, the Prince and Princess of Wales, the Princess Royal, the Duke of Fife, and Princesses Victoria and Louise will be present at a service conducted by the Archbishop of Canterbury. [168, 2092, 283, 2176]
paragraph: Touching references were made at all public courts and gatherings in Great Britain. [168, 384, 283, 416]
paragraph: Mr. J. Merriman (Premier of Cape Colony) condoled with Lord Crewe on behalf of the Cape. [582, 1343, 724, 1375]
paragraph: (1) All ministers of religion and all congregations are invited on Sunday next, the 15th instant, and also on the day appointed for the funeral of His Late Majesty, to hold solemn services of public worship and mourning on behalf of the people of the Dominion. [733, 754, 872, 827]
headline-kings-death: KING EDWARD'S DEATH. [41, 142, 247, 161]
